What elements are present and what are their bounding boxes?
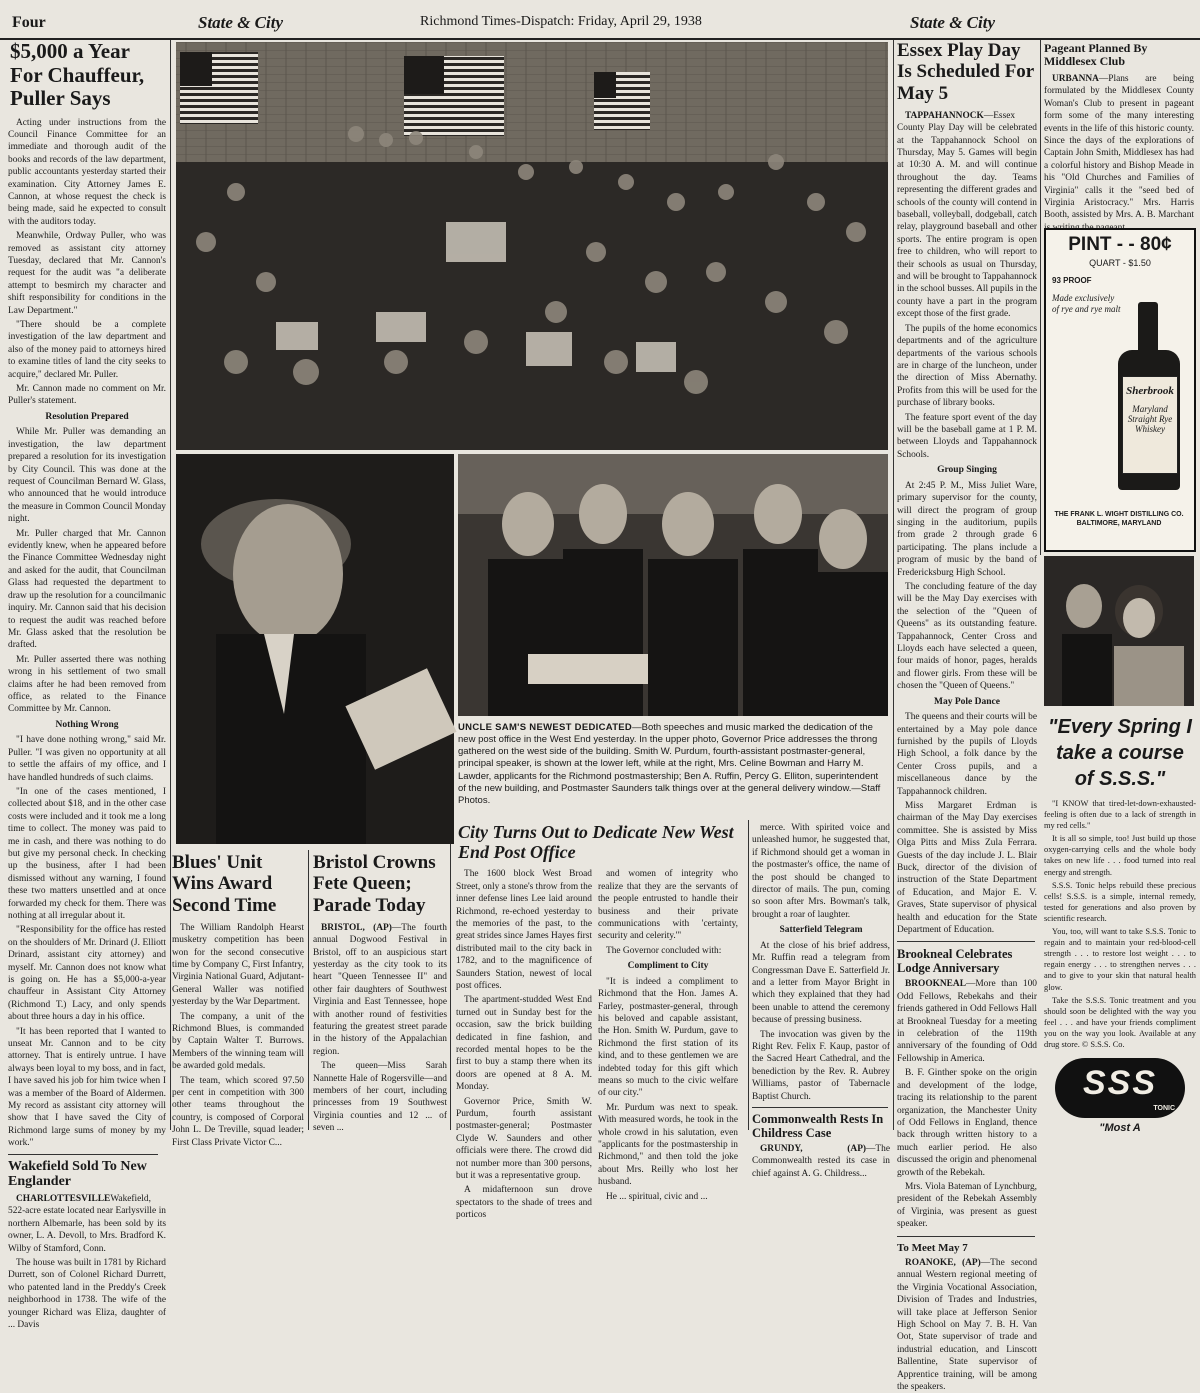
article-headline: Pageant Planned By Middlesex Club bbox=[1044, 41, 1148, 69]
article-body bbox=[8, 1193, 166, 1331]
paragraph: "Responsibility for the office has rested on the shoulders of Mr. Drinard (J. Elliott Drinard, assistant city attorney) and myself. Mr. Cannon does not know what is going on. He has a $5,000-a-year chauffeur in Assistant City Attorney (Richmond T.) Lacy, and only spends about three hours a day in his office. bbox=[8, 925, 166, 1023]
article-headline: City Turns Out to Dedicate New West End Post Office bbox=[458, 822, 734, 863]
paragraph: merce. With spirited voice and unleashed humor, he suggested that, if Richmond should get a woman in the postmaster's office, the name of the post should be changed to director of mails. The pun, coming so soon after Mrs. Bowman's talk, brought a roar of laughter. bbox=[752, 823, 890, 920]
paragraph: A midafternoon sun drove spectators to the shade of trees and porticos bbox=[456, 1185, 592, 1221]
label-line: Whiskey bbox=[1135, 424, 1165, 435]
paragraph: It is all so simple, too! Just build up those oxygen-carrying cells and the whole body takes on new life . . . food turned into real energy and strength. bbox=[1044, 834, 1196, 877]
sss-logo bbox=[1055, 1058, 1185, 1118]
whiskey-bottle bbox=[1112, 302, 1186, 492]
masthead bbox=[0, 0, 1200, 40]
proof-label: 93 PROOF bbox=[1052, 276, 1092, 285]
ad-headline: "Every Spring I take a course of S.S.S." bbox=[1048, 716, 1192, 790]
page-number: Four bbox=[12, 14, 46, 31]
dateline: ROANOKE, (AP) bbox=[905, 1257, 981, 1268]
paragraph: B. F. Ginther spoke on the origin and development of the lodge, tracing its relationship to the parent organization, the Manchester Unity of Odd Fellows in England, thence back through written history to a much earlier period. He also discussed the origin and phenomenal growth of the Rebekah. bbox=[897, 1068, 1037, 1178]
paragraph: —The second annual Western regional meeting of the Virginia Vocational Association, Division of Trades and Industries, will take place at Jefferson Senior High School on May 7. B. H. Van Oot, State supervisor of trade and industrial education, and Linscott Ballentine, State supervisor of Apprentice training, will be among the speakers. bbox=[897, 1257, 1038, 1392]
paragraph: —Essex County Play Day will be celebrated at the Tappahannock School on Thursday, May 5. Games will begin at 10:30 A. M. and will continue throughout the day. Teams representing the different grades and schools of the county will contend in baseball, volleyball, dodgeball, catch relay, playground baseball and other sports. The entire program is open free to children, who will report to their schools as usual on Thursday, and will be brought to Tappahannock in the school busses. All pupils in the county have a part in the program except those of the first grade. bbox=[897, 110, 1037, 320]
section-label-right: State & City bbox=[910, 13, 995, 32]
paragraph: "I have done nothing wrong," said Mr. Puller. "I was given no opportunity at all to settle the affairs of my office, and I have handled hundreds of such claims. bbox=[8, 735, 166, 783]
paragraph: The feature sport event of the day will be the baseball game at 1 P. M. between Lloyds and Tappahannock Schools. bbox=[897, 412, 1037, 460]
column-rule bbox=[308, 850, 309, 1130]
article-body bbox=[897, 978, 1037, 1230]
paragraph: Meanwhile, Ordway Puller, who was removed as assistant city attorney Tuesday, declared that Mr. Cannon's request for the audit was "a deliberate attempt to besmirch my character and shift responsibility for conditions in the Law Department." bbox=[8, 231, 166, 316]
article-headline: Blues' Unit Wins Award Second Time bbox=[172, 852, 277, 916]
post-office-continued bbox=[752, 822, 890, 1179]
paragraph: He ... spiritual, civic and ... bbox=[606, 1191, 708, 1202]
article-headline: Bristol Crowns Fete Queen; Parade Today bbox=[313, 852, 436, 916]
paragraph: S.S.S. Tonic helps rebuild these precious cells! S.S.S. is a simple, internal remedy, tested for generations and also proven by scientific research. bbox=[1044, 880, 1196, 923]
dateline: BROOKNEAL bbox=[905, 979, 966, 990]
photo-caption bbox=[458, 722, 888, 816]
whiskey-advertisement bbox=[1044, 228, 1196, 552]
caption-lead: UNCLE SAM'S NEWEST DEDICATED bbox=[458, 722, 633, 733]
paragraph: Mr. Puller charged that Mr. Cannon evidently knew, when he appeared before the Finance Committee Wednesday night and asked for the audit, that Councilman Glass had requested the department to draw up the resolution for a councilmanic inquiry. Mr. Cannon said that his decision to request the audit was reached before Mr. Glass asked that the resolution be drafted. bbox=[8, 528, 166, 651]
article-body bbox=[897, 1257, 1037, 1393]
paragraph: The house was built in 1781 by Richard Durrett, son of Colonel Richard Durrett, who patented land in the Preddy's Creek neighborhood in 1738. The wife of the younger Richard was Eliza, daughter of ... Davis bbox=[8, 1258, 166, 1331]
paragraph: The concluding feature of the day will be the May Day exercises with the selection of the "Queen of Queens" as its outstanding feature. Tappahannock, Center Cross and Lloyds each have selected a queen, four maids of honor, pages, heralds and flower girls. From these will be chosen the "Queen of Queens." bbox=[897, 581, 1037, 692]
paragraph: The Governor concluded with: bbox=[606, 945, 722, 956]
bottle-neck bbox=[1138, 302, 1158, 354]
article-body bbox=[456, 868, 592, 1223]
article-headline: Essex Play Day Is Scheduled For May 5 bbox=[897, 40, 1034, 104]
paragraph: The pupils of the home economics departments and of the agriculture departments of the various schools are in charge of the luncheon, under the direction of Miss Abernathy. Profits from this will be used for the purchase of library books. bbox=[897, 323, 1037, 409]
subhead: Nothing Wrong bbox=[55, 719, 119, 730]
bottle-label bbox=[1122, 376, 1178, 474]
bristol-article bbox=[313, 852, 447, 1134]
article-body bbox=[313, 922, 447, 1135]
paragraph: While Mr. Puller was demanding an investigation, the law department prepared a resolution for its investigation by City Council. This was done at the request of Councilman Bernard W. Glass, who announced that he would introduce the measure in Common Council Monday night. bbox=[8, 427, 166, 525]
subhead: Resolution Prepared bbox=[45, 411, 129, 422]
article-body bbox=[8, 117, 166, 1150]
subhead: Compliment to City bbox=[627, 961, 709, 972]
divider bbox=[752, 1107, 888, 1108]
paragraph: The invocation was given by the Right Rev. Felix F. Kaup, pastor of the Sacred Heart Cathedral, and the benediction by the Rev. R. Aubrey Williams, pastor of Tabernacle Baptist Church. bbox=[752, 1029, 890, 1102]
paragraph: Mr. Puller asserted there was nothing wrong in his settlement of two small claims after he had been removed from office, as related to the Finance Committee by Mr. Cannon. bbox=[8, 654, 166, 715]
paragraph: —More than 100 Odd Fellows, Rebekahs and their friends gathered in Odd Fellows Hall at Brookneal Tuesday for a meeting in celebration of the 119th anniversary of the founding of Odd Fellowship in America. bbox=[897, 979, 1037, 1064]
paragraph: The team, which scored 97.50 per cent in competition with 300 other teams throughout the country, is composed of Corporal John L. De Treville, squad leader; First Class Private Victor C... bbox=[172, 1075, 304, 1148]
paragraph: "In one of the cases mentioned, I collected about $18, and in the other case costs were included and it took me a long time to collect. The money was paid to me in cash, and there was nothing to do but give my personal check. In checking up the business, after I had been dismissed without any warning, I found these two matters unsettled and at once forwarded my check for them. There was nothing at all irregular about it. bbox=[8, 786, 166, 921]
paragraph: Wakefield, 522-acre estate located near Earlysville in northern Albemarle, has been sold by its owner, L. A. Devoll, to Mrs. Bradford K. Wilby of Stamford, Conn. bbox=[8, 1194, 166, 1254]
paragraph: "There should be a complete investigation of the law department and also of the money paid to attorneys hired to examine titles of land the city seeks to acquire," declared Mr. Puller. bbox=[8, 320, 166, 380]
paragraph: Mr. Cannon made no comment on Mr. Puller's statement. bbox=[8, 384, 166, 407]
photo-post-office-crowd bbox=[176, 42, 888, 450]
column-rule bbox=[893, 40, 894, 1130]
article-headline: Brookneal Celebrates Lodge Anniversary bbox=[897, 947, 1013, 976]
section-label-left: State & City bbox=[198, 13, 283, 32]
photo-image bbox=[458, 454, 888, 716]
article-body bbox=[598, 868, 738, 1223]
paragraph: You, too, will want to take S.S.S. Tonic to regain and to maintain your red-blood-cell strength . . . to restore lost weight . . . to regain energy . . . to strengthen nerves . . . and to give to your skin that natural health glow. bbox=[1044, 927, 1196, 992]
blues-article bbox=[172, 852, 304, 1148]
dateline: TAPPAHANNOCK bbox=[905, 110, 984, 121]
quart-label: QUART bbox=[1089, 258, 1121, 268]
photo-speaker-purdum bbox=[176, 454, 454, 844]
article-headline: $5,000 a Year For Chauffeur, Puller Says bbox=[10, 39, 145, 111]
dateline: GRUNDY, (AP) bbox=[760, 1144, 867, 1155]
divider bbox=[897, 941, 1035, 942]
paragraph: Take the S.S.S. Tonic treatment and you should soon be delighted with the way you feel . . . and have your friends compliment you on the way you look. Available at any drug store. © S.S.S. Co. bbox=[1044, 995, 1196, 1049]
paragraph: The company, a unit of the Richmond Blues, is commanded by Captain Walter T. Burrows. Members of the winning team will be awarded gold medals. bbox=[172, 1011, 304, 1072]
article-body bbox=[897, 110, 1037, 937]
subhead: Satterfield Telegram bbox=[779, 925, 863, 936]
ad-bottom-fragment: "Most A bbox=[1099, 1122, 1141, 1135]
paragraph: The William Randolph Hearst musketry competition has been won for the second consecutive time by Company C, First Infantry, Virginia National Guard, Adjutant-General Waller was notified yesterday by the War Department. bbox=[172, 922, 304, 1008]
pint-price: 80¢ bbox=[1140, 234, 1172, 255]
article-body bbox=[752, 1143, 890, 1180]
paragraph: "It is indeed a compliment to Richmond that the Hon. James A. Farley, postmaster-general, through his beloved and capable assistant, the Hon. Smith W. Purdum, gave to Richmond the first station of its kind, and to these gentlemen we are indebted today for this gift which means so much to the civic welfare of our city." bbox=[598, 976, 738, 1099]
distiller-name: THE FRANK L. WIGHT DISTILLING CO. BALTIMORE, MARYLAND bbox=[1054, 511, 1184, 528]
paragraph: The queen—Miss Sarah Nannette Hale of Rogersville—and members of her court, including princesses from 19 Southwest Virginia counties and 12 ... of seven ... bbox=[313, 1061, 447, 1134]
paragraph: At 2:45 P. M., Miss Juliet Ware, primary supervisor for the county, will direct the program of group singing in the auditorium, pupils from grade 2 through grade 6 participating. The plans include a program of music by the band of Fredericksburg High School. bbox=[897, 480, 1037, 578]
article-headline: To Meet May 7 bbox=[897, 1241, 968, 1254]
label-brand: Sherbrook bbox=[1126, 385, 1174, 397]
column-rule bbox=[450, 820, 451, 1130]
paragraph: Mrs. Viola Bateman of Lynchburg, president of the Rebekah Assembly of Virginia, was present as guest speaker. bbox=[897, 1181, 1037, 1230]
post-office-article bbox=[456, 822, 746, 1221]
subhead: May Pole Dance bbox=[934, 696, 1000, 707]
essex-column bbox=[897, 40, 1038, 1392]
paragraph: The 1600 block West Broad Street, only a stone's throw from the inner defense lines Lee laid around Richmond, re-echoed yesterday to the memories of the past, to the great strides since James Hayes first distributed mail to the city back in 1782, and to the magnificence of Saunders Station, newest of local post offices. bbox=[456, 869, 592, 991]
dateline: Richmond Times-Dispatch: Friday, April 29, 1938 bbox=[420, 14, 702, 29]
article-columns bbox=[456, 868, 746, 1223]
paragraph: —The Commonwealth rested its case in chief against A. G. Childress... bbox=[752, 1144, 890, 1179]
paragraph: The apartment-studded West End turned out in Sunday best for the occasion, saw the brick building dedicated in fine fashion, and recorded mental hopes to be the first to buy a stamp there when its doors are opened at 8 A. M. Monday. bbox=[456, 995, 592, 1093]
paragraph: —The fourth annual Dogwood Festival in Bristol, off to an auspicious start yesterday as the city took to its heart "Queen Tennessee II" and other fair daughters of Southwest Virginia and East Tennessee, hope with another round of festivities featuring the greatest street parade in the history of the Appalachian region. bbox=[313, 922, 447, 1057]
paragraph: —Plans are being formulated by the Middlesex County Woman's Club to present in pageant form some of the many interesting events in the life of this historic county. Since the days of the explorations of Captain John Smith, Middlesex has had a colorful history and Bishop Meade in his "Old Churches and Families of Virginia" calls it the "seed bed of Virginia Aristocracy." Mrs. Harris Booth, assisted by Mrs. A. B. Marchant bbox=[1044, 73, 1194, 221]
paragraph: At the close of his brief address, Mr. Ruffin read a telegram from Congressman Dave E. Satterfield Jr. and a letter from Mayor Bright in which they explained that they had been unable to attend the ceremony because of pressing business. bbox=[752, 940, 890, 1026]
label-line: Maryland bbox=[1132, 403, 1168, 414]
paragraph: "It has been reported that I wanted to unseat Mr. Cannon and to be city attorney. That is entirely untrue. I have always been loyal to my boss, and in fact, I have saved his job for him twice when I was a member of the Board of Aldermen. My record as assistant city attorney will show that I have saved the City of Richmond large sums of money by my work." bbox=[8, 1026, 166, 1149]
logo-subtext: TONIC bbox=[1153, 1105, 1175, 1113]
article-body bbox=[1044, 73, 1194, 234]
sss-advertisement bbox=[1044, 556, 1196, 1135]
photo-image bbox=[1044, 556, 1194, 706]
pageant-article bbox=[1044, 42, 1194, 222]
photo-image bbox=[176, 454, 454, 844]
label-line: Straight Rye bbox=[1127, 413, 1173, 424]
photo-general-delivery-window bbox=[458, 454, 888, 716]
column-rule bbox=[170, 40, 171, 1130]
logo-text: SSS bbox=[1082, 1064, 1158, 1103]
photo-image bbox=[176, 42, 888, 450]
ad-tagline: Made exclusively of rye and rye malt bbox=[1052, 293, 1121, 315]
paragraph: The queens and their courts will be entertained by a May pole dance furnished by the pupils of Lloyds High School, a folk dance by the Center Cross pupils, and a miscellaneous dance by the Tappahannock children. bbox=[897, 712, 1037, 797]
article-headline: Commonwealth Rests In Childress Case bbox=[752, 1112, 884, 1141]
paragraph: Mr. Purdum was next to speak. With measured words, he took in the whole crowd in his salutation, even "applicants for the postmastership in Richmond," and then told the joke about Mrs. Reilly who lost her husband. bbox=[598, 1102, 738, 1188]
divider bbox=[8, 1154, 158, 1155]
subhead: Group Singing bbox=[937, 465, 997, 476]
divider bbox=[897, 1236, 1035, 1237]
ad-photo-couple bbox=[1044, 556, 1194, 706]
article-body bbox=[752, 822, 890, 1103]
quart-line: QUART - $1.50 bbox=[1089, 258, 1151, 268]
paragraph: Governor Price, Smith W. Purdum, fourth assistant postmaster-general; Postmaster Clyde W. Saunders and other officials were there. The crowd did not number more than 300 persons, but it was a representative group. bbox=[456, 1096, 592, 1182]
dateline: BRISTOL, (AP) bbox=[321, 922, 392, 933]
price-line: PINT - - 80¢ bbox=[1068, 234, 1172, 255]
dateline: CHARLOTTESVILLE bbox=[16, 1194, 111, 1205]
puller-article bbox=[8, 39, 166, 1331]
article-headline: Wakefield Sold To New Englander bbox=[8, 1158, 147, 1190]
dateline: URBANNA bbox=[1052, 73, 1099, 84]
article-body bbox=[172, 922, 304, 1149]
paragraph: Miss Margaret Erdman is chairman of the May Day exercises committee. She is assisted by Miss Olga Pitts and Miss Zula Ferrara. Guests of the day include J. L. Blair Buck, director of the division of instruction of the State Department of Education, and Major E. V. Graves, State supervisor of physical health and education for the State Department of Education. bbox=[897, 800, 1037, 936]
caption-text: —Both speeches and music marked the dedication of the new post office in the West End yesterday. In the upper photo, Governor Price addresses the throng gathered on the west side of the building. Smith W. Purdum, fourth-assistant postmaster-general, principal speaker, is shown at the lower left, while at the right, Mrs. Celine Bowman and Harry M. Lawder, applicants for the Richmond postmastership; Ben A. Ruffin, Percy G. Elliton, superintendent of the new building, and Postmaster Saunders talk things over at the general delivery window.—Staff Photos. bbox=[458, 722, 881, 806]
quart-price: $1.50 bbox=[1128, 258, 1151, 268]
ad-body bbox=[1044, 798, 1196, 1050]
paragraph: and women of integrity who realize that they are the servants of the people entrusted to handle their business and their private communications with 'certainty, security and celerity.'" bbox=[598, 869, 738, 942]
paragraph: "I KNOW that tired-let-down-exhausted-feeling is often due to a lack of strength in my red cells." bbox=[1044, 799, 1196, 831]
pint-label: PINT bbox=[1068, 234, 1112, 255]
paragraph: Acting under instructions from the Council Finance Committee for an immediate and thorough audit of the books and records of the law department, public accountants yesterday started their examination. City Attorney James E. Cannon, at whose request the check is being made, said he expected to consult with the auditors today. bbox=[8, 117, 166, 227]
column-rule bbox=[748, 820, 749, 1130]
column-rule bbox=[1040, 40, 1041, 555]
